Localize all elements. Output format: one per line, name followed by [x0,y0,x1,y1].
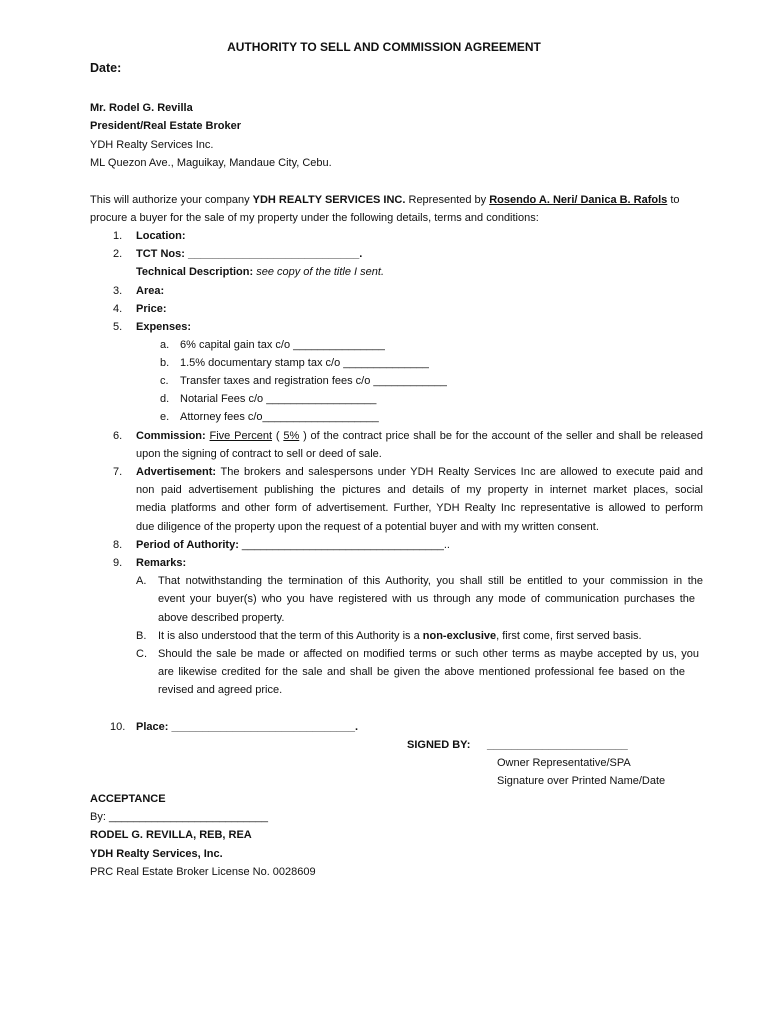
intro-line-1: This will authorize your company YDH REALTY SERVICES INC. Represented by Rosendo A. Neri/ Danica B. Rafols to [90,194,680,206]
tct-line: TCT Nos: ____________________________. [136,248,363,260]
signed-by-label: SIGNED BY: [407,739,471,751]
advertisement-line-3: media platforms and other form of advertisement. Further, YDH Realty Inc representative is allowed to perform [136,502,703,514]
acceptance-license: PRC Real Estate Broker License No. 0028609 [90,866,316,878]
expense-letter: e. [160,411,170,423]
technical-description: Technical Description: see copy of the title I sent. [136,266,385,278]
expenses-label: Expenses: [136,321,192,333]
remark-letter: A. [136,575,147,587]
addressee-company: YDH Realty Services Inc. [90,139,214,151]
item-number: 1. [113,230,123,242]
remark-a-line-1: That notwithstanding the termination of this Authority, you shall still be entitled to your commission in the [158,575,703,587]
expense-transfer: Transfer taxes and registration fees c/o ____________ [180,375,447,387]
item-number: 10. [110,721,126,733]
document-title: AUTHORITY TO SELL AND COMMISSION AGREEMENT [227,40,541,54]
acceptance-company: YDH Realty Services, Inc. [90,848,223,860]
commission-line-1: Commission: Five Percent ( 5% ) of the contract price shall be for the account of the seller and shall be released [136,430,703,442]
expense-letter: b. [160,357,170,369]
remark-c-line-2: are likewise credited for the sale and shall be given the above mentioned professional fee based on the [158,666,685,678]
remark-a-line-2: event your buyer(s) who you have registered with us through any mode of communication purchases the [158,593,695,605]
advertisement-line-4: due diligence of the property upon the request of a potential buyer and with my written consent. [136,521,599,533]
expense-letter: d. [160,393,170,405]
item-number: 4. [113,303,123,315]
commission-word: Five Percent [209,430,273,442]
remark-a-line-3: above described property. [158,612,285,624]
remark-c-line-3: revised and agreed price. [158,684,283,696]
remark-b: It is also understood that the term of this Authority is a non-exclusive, first come, first served basis. [158,630,642,642]
item-number: 7. [113,466,123,478]
place-line: Place: ______________________________. [136,721,359,733]
period-of-authority: Period of Authority: _________________________________.. [136,539,450,551]
intro-company: YDH REALTY SERVICES INC. [252,194,406,206]
item-number: 9. [113,557,123,569]
item-number: 3. [113,285,123,297]
expense-capital-gain: 6% capital gain tax c/o _______________ [180,339,385,351]
intro-line-2: procure a buyer for the sale of my property under the following details, terms and conditions: [90,212,539,224]
area-label: Area: [136,285,165,297]
advertisement-line-1: Advertisement: The brokers and salespersons under YDH Realty Services Inc are allowed to execute paid and [136,466,703,478]
acceptance-heading: ACCEPTANCE [90,793,166,805]
signature-caption: Signature over Printed Name/Date [497,775,666,787]
addressee-position: President/Real Estate Broker [90,120,242,132]
location-label: Location: [136,230,186,242]
acceptance-by: By: __________________________ [90,811,269,823]
signature-line: _______________________ [487,739,628,751]
commission-percent: 5% [283,430,300,442]
date-label: Date: [90,61,122,75]
item-number: 2. [113,248,123,260]
intro-representatives: Rosendo A. Neri/ Danica B. Rafols [489,194,668,206]
item-number: 6. [113,430,123,442]
signature-role: Owner Representative/SPA [497,757,631,769]
addressee-address: ML Quezon Ave., Maguikay, Mandaue City, Cebu. [90,157,332,169]
remark-letter: C. [136,648,147,660]
expense-letter: c. [160,375,169,387]
item-number: 5. [113,321,123,333]
remarks-label: Remarks: [136,557,187,569]
item-number: 8. [113,539,123,551]
remark-letter: B. [136,630,147,642]
expense-notarial: Notarial Fees c/o __________________ [180,393,377,405]
commission-line-2: upon the signing of contract to sell or deed of sale. [136,448,382,460]
expense-letter: a. [160,339,170,351]
expense-doc-stamp: 1.5% documentary stamp tax c/o ______________ [180,357,429,369]
addressee-name: Mr. Rodel G. Revilla [90,102,193,114]
acceptance-name: RODEL G. REVILLA, REB, REA [90,829,252,841]
advertisement-line-2: non paid advertisement publishing the pictures and details of my property in internet market places, social [136,484,703,496]
price-label: Price: [136,303,167,315]
remark-c-line-1: Should the sale be made or affected on modified terms or such other terms as maybe accepted by us, you [158,648,699,660]
expense-attorney: Attorney fees c/o___________________ [180,411,379,423]
